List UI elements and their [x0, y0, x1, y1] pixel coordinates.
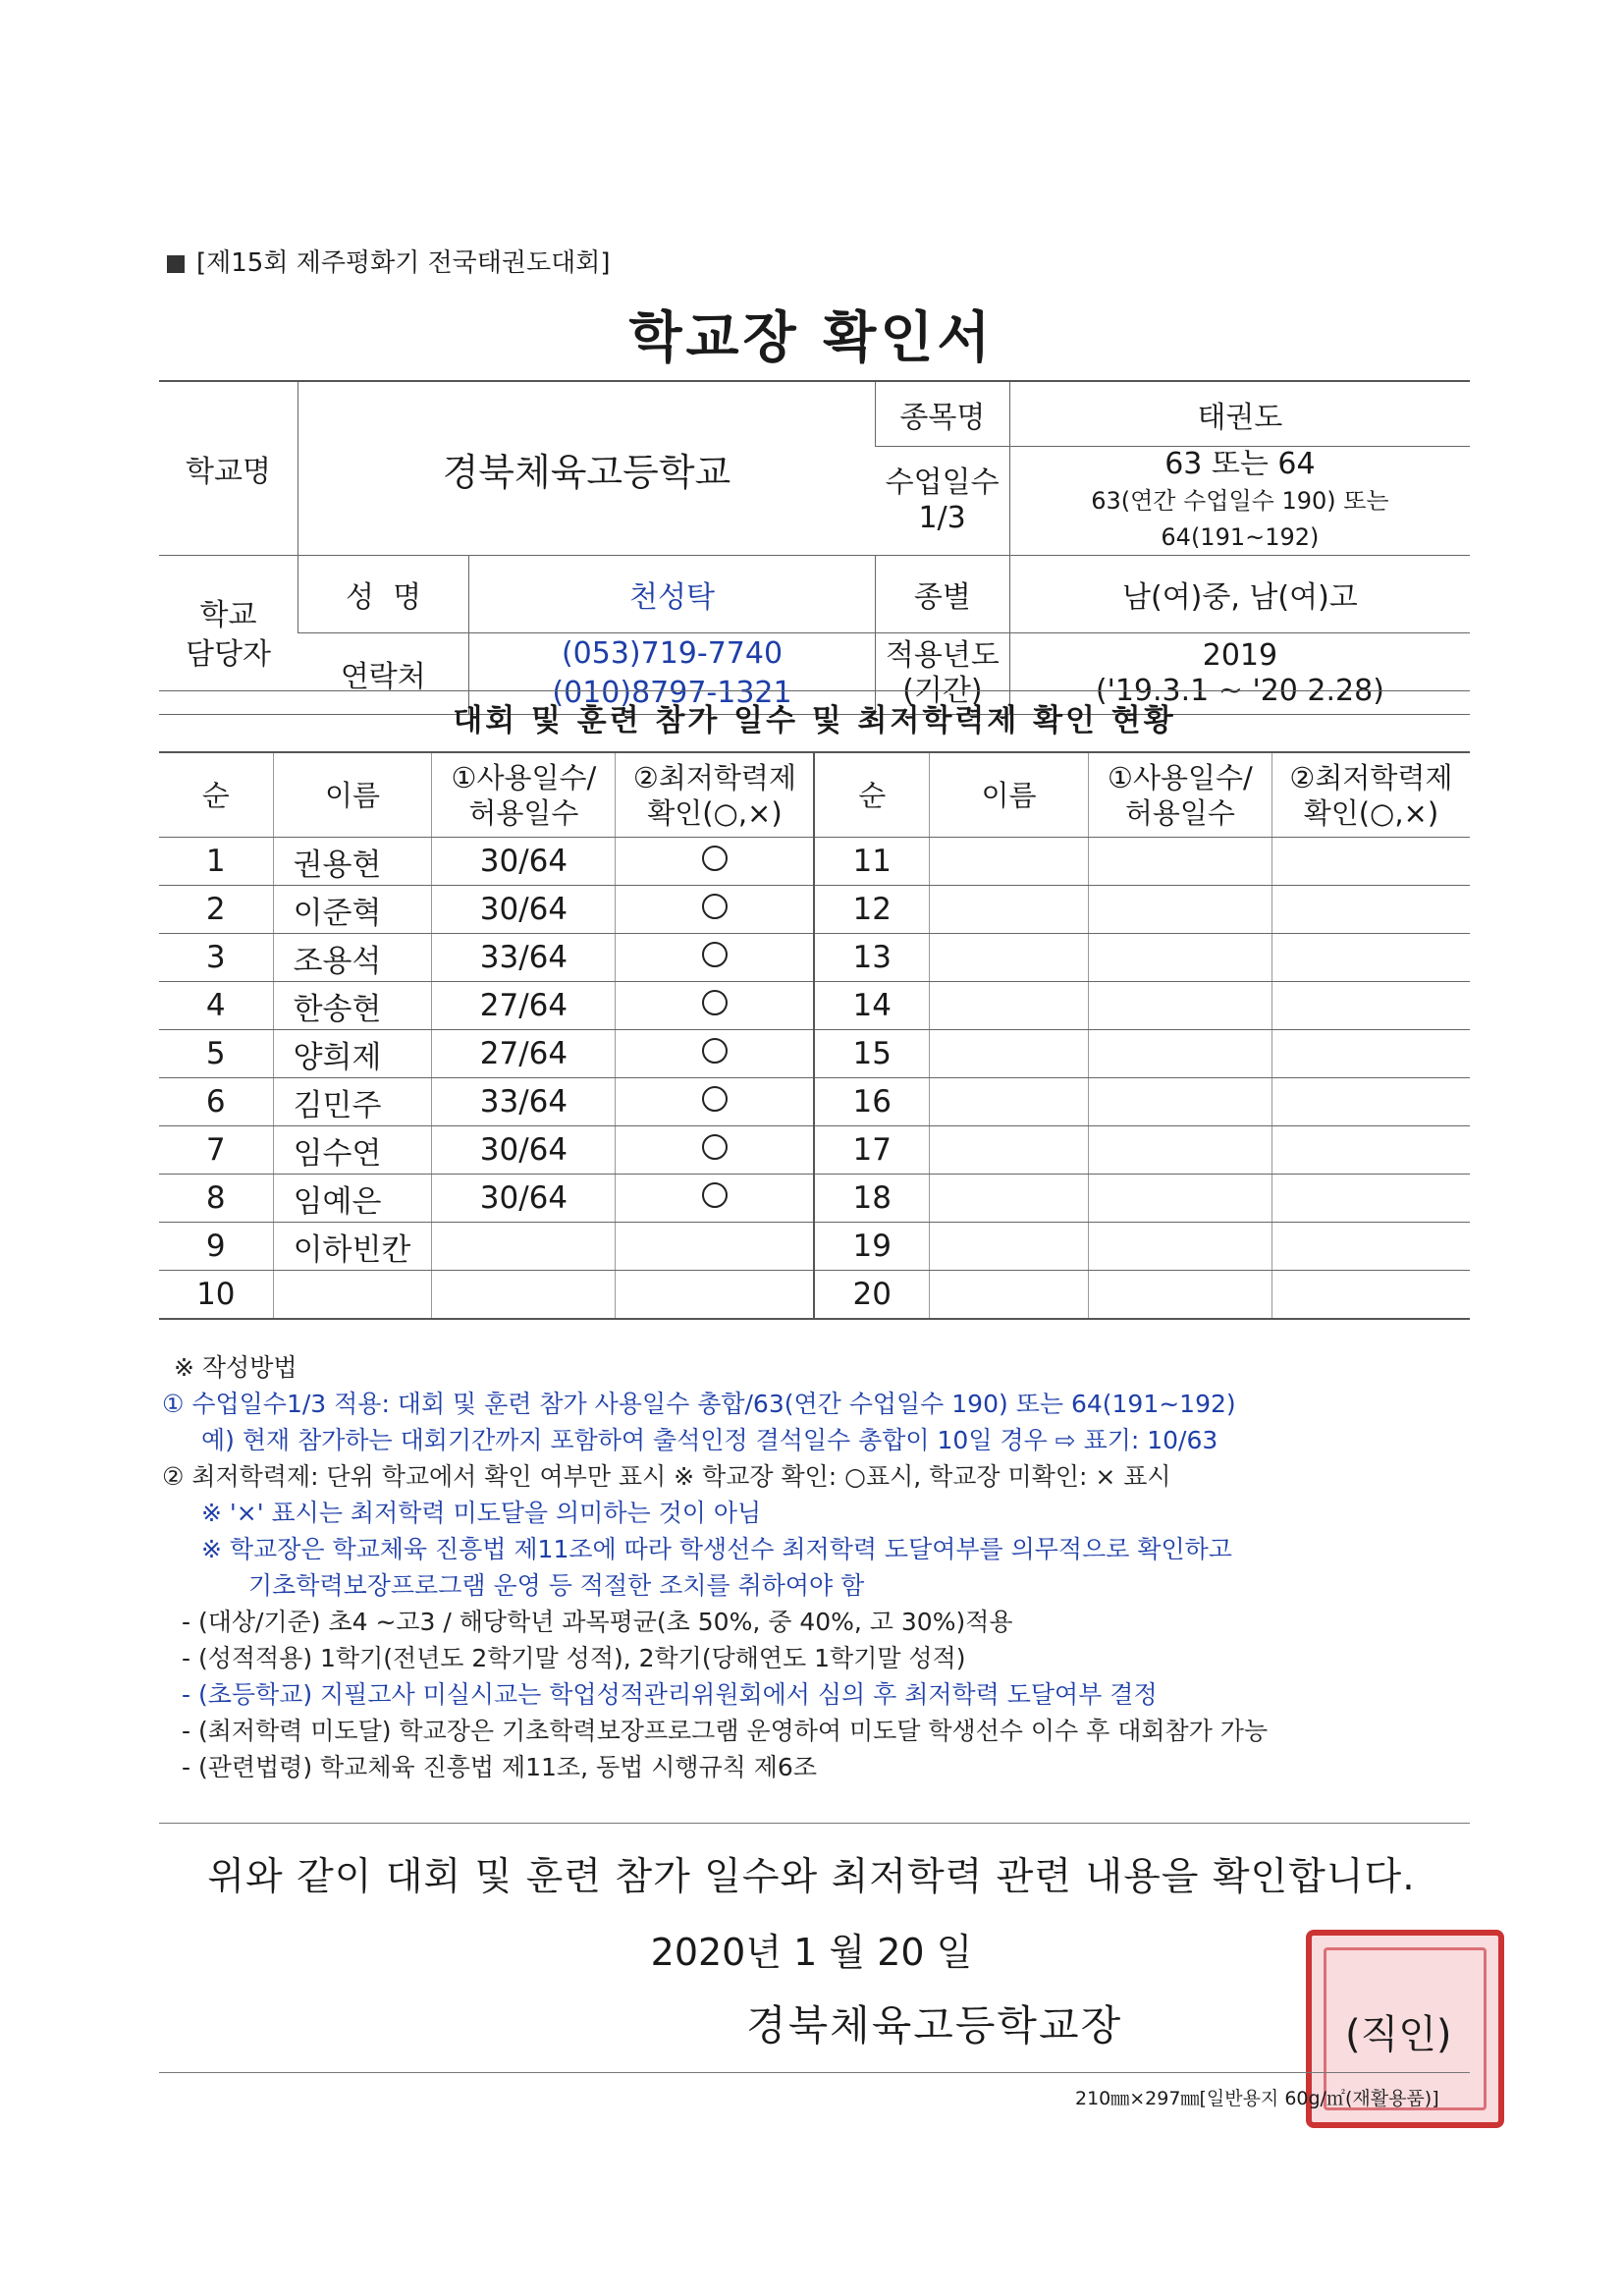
- row-no: 6: [159, 1078, 273, 1126]
- year-label-line1: 적용년도: [885, 638, 1000, 673]
- row-check: [616, 886, 815, 934]
- col-days-left: [432, 752, 616, 838]
- school-label: 학교명: [159, 381, 298, 556]
- row-no-right: 12: [814, 886, 929, 934]
- row-days: [432, 1223, 616, 1271]
- category-label: 종별: [875, 556, 1009, 633]
- year-period: ('19.3.1 ~ '20 2.28): [1095, 674, 1384, 708]
- row-no: 7: [159, 1126, 273, 1175]
- row-days-right: [1088, 982, 1271, 1030]
- note-line: - (대상/기준) 초4 ~고3 / 해당학년 과목평균(초 50%, 중 40%, 고 30%)적용: [182, 1608, 1013, 1636]
- table-row: [159, 838, 1470, 886]
- col-check-left-line2: 확인(○,×): [647, 795, 783, 830]
- phone-1: (053)719-7740: [561, 636, 784, 671]
- row-no-right: 15: [814, 1030, 929, 1078]
- seal-label: (직인): [1345, 2012, 1452, 2057]
- info-table: [159, 380, 1470, 715]
- check-circle-icon: [702, 942, 728, 967]
- note-line: 예) 현재 참가하는 대회기간까지 포함하여 출석인정 결석일수 총합이 10일 경우 ⇨ 표기: 10/63: [201, 1426, 1218, 1454]
- note-line: ※ '×' 표시는 최저학력 미도달을 의미하는 것이 아님: [201, 1499, 762, 1527]
- row-no: 5: [159, 1030, 273, 1078]
- row-days-right: [1088, 1126, 1271, 1175]
- square-bullet-icon: [167, 255, 185, 273]
- col-days-right-line1: ①사용일수/: [1107, 760, 1253, 794]
- row-name: 한송현: [273, 982, 432, 1030]
- row-days: 30/64: [432, 886, 616, 934]
- row-no: 8: [159, 1175, 273, 1223]
- row-name: 이준혁: [273, 886, 432, 934]
- row-no-right: 13: [814, 934, 929, 982]
- row-no: 4: [159, 982, 273, 1030]
- row-name-right: [930, 1271, 1089, 1320]
- row-check: [616, 1030, 815, 1078]
- row-check-right: [1271, 982, 1470, 1030]
- sport-value: 태권도: [1009, 381, 1470, 447]
- note-line: ① 수업일수1/3 적용: 대회 및 훈련 참가 사용일수 총합/63(연간 수업일수 190) 또는 64(191~192): [162, 1390, 1236, 1418]
- col-name-left: 이름: [273, 752, 432, 838]
- col-days-right-line2: 허용일수: [1124, 795, 1235, 830]
- row-name: 이하빈칸: [273, 1223, 432, 1271]
- row-days: 27/64: [432, 1030, 616, 1078]
- row-name-right: [930, 934, 1089, 982]
- col-check-left: [616, 752, 815, 838]
- divider-bottom: [159, 2072, 1470, 2073]
- note-line: 기초학력보장프로그램 운영 등 적절한 조치를 취하여야 함: [248, 1571, 865, 1600]
- note-line: - (초등학교) 지필고사 미실시교는 학업성적관리위원회에서 심의 후 최저학력 도달여부 결정: [182, 1680, 1158, 1709]
- note-line: ※ 작성방법: [174, 1353, 298, 1382]
- row-check: [616, 838, 815, 886]
- col-no-left: 순: [159, 752, 273, 838]
- notes-section: [162, 1349, 1478, 1785]
- row-check-right: [1271, 1175, 1470, 1223]
- row-days: 30/64: [432, 1126, 616, 1175]
- row-no-right: 19: [814, 1223, 929, 1271]
- table-row: [159, 886, 1470, 934]
- table-row: [159, 1175, 1470, 1223]
- days-label-line2: 1/3: [918, 501, 966, 535]
- row-no-right: 20: [814, 1271, 929, 1320]
- row-name-right: [930, 1175, 1089, 1223]
- row-days-right: [1088, 1030, 1271, 1078]
- page-title: 학교장 확인서: [628, 306, 995, 370]
- row-days: 33/64: [432, 1078, 616, 1126]
- row-check-right: [1271, 838, 1470, 886]
- row-name: 양희제: [273, 1030, 432, 1078]
- row-days: 30/64: [432, 1175, 616, 1223]
- row-name-right: [930, 1030, 1089, 1078]
- row-check-right: [1271, 1030, 1470, 1078]
- col-check-right-line1: ②최저학력제: [1289, 760, 1453, 794]
- manager-label-line2: 담당자: [186, 636, 271, 672]
- divider-top: [159, 1823, 1470, 1824]
- row-name-right: [930, 838, 1089, 886]
- days-value-note: 63(연간 수업일수 190) 또는 64(191~192): [1091, 487, 1389, 551]
- table-row: [159, 982, 1470, 1030]
- sport-label: 종목명: [875, 381, 1009, 447]
- row-no-right: 16: [814, 1078, 929, 1126]
- row-days-right: [1088, 934, 1271, 982]
- row-name: 임수연: [273, 1126, 432, 1175]
- row-days: 30/64: [432, 838, 616, 886]
- days-value-main: 63 또는 64: [1164, 447, 1316, 481]
- row-check-right: [1271, 1223, 1470, 1271]
- col-check-right-line2: 확인(○,×): [1303, 795, 1439, 830]
- row-no: 9: [159, 1223, 273, 1271]
- row-name: 김민주: [273, 1078, 432, 1126]
- note-line: - (성적적용) 1학기(전년도 2학기말 성적), 2학기(당해연도 1학기말 성적): [182, 1644, 966, 1672]
- row-check-right: [1271, 886, 1470, 934]
- row-check: [616, 1271, 815, 1320]
- manager-label-line1: 학교: [199, 597, 257, 632]
- note-line: ② 최저학력제: 단위 학교에서 확인 여부만 표시 ※ 학교장 확인: ○표시, 학교장 미확인: × 표시: [162, 1462, 1171, 1491]
- days-value: [1009, 447, 1470, 556]
- row-no: 3: [159, 934, 273, 982]
- row-check: [616, 1126, 815, 1175]
- row-check-right: [1271, 1078, 1470, 1126]
- row-name: 조용석: [273, 934, 432, 982]
- row-name: [273, 1271, 432, 1320]
- category-value: 남(여)중, 남(여)고: [1009, 556, 1470, 633]
- name-label: 성 명: [298, 556, 468, 633]
- manager-name: 천성탁: [469, 556, 876, 633]
- paper-spec: 210㎜×297㎜[일반용지 60g/㎡(재활용품)]: [1075, 2088, 1439, 2109]
- row-no-right: 17: [814, 1126, 929, 1175]
- col-days-left-line2: 허용일수: [468, 795, 579, 830]
- table-row: [159, 934, 1470, 982]
- row-days: [432, 1271, 616, 1320]
- check-circle-icon: [702, 1182, 728, 1208]
- row-days-right: [1088, 886, 1271, 934]
- check-circle-icon: [702, 1134, 728, 1160]
- table-row: [159, 1223, 1470, 1271]
- participation-grid: [159, 751, 1470, 1320]
- event-header: [167, 243, 611, 279]
- row-no-right: 11: [814, 838, 929, 886]
- days-label: [875, 447, 1009, 556]
- row-name-right: [930, 1223, 1089, 1271]
- row-check: [616, 1223, 815, 1271]
- row-name: 권용현: [273, 838, 432, 886]
- row-days-right: [1088, 1271, 1271, 1320]
- row-name-right: [930, 886, 1089, 934]
- row-name-right: [930, 982, 1089, 1030]
- row-check: [616, 982, 815, 1030]
- row-days-right: [1088, 1175, 1271, 1223]
- row-check-right: [1271, 1271, 1470, 1320]
- row-no: 2: [159, 886, 273, 934]
- principal-name: 경북체육고등학교장: [746, 2001, 1123, 2050]
- note-line: ※ 학교장은 학교체육 진흥법 제11조에 따라 학생선수 최저학력 도달여부를 의무적으로 확인하고: [201, 1535, 1232, 1563]
- phone-2: (010)8797-1321: [552, 676, 792, 710]
- year-value-main: 2019: [1202, 638, 1278, 673]
- table-row: [159, 1030, 1470, 1078]
- contact-label: 연락처: [298, 633, 468, 715]
- check-circle-icon: [702, 846, 728, 871]
- table-row: [159, 1078, 1470, 1126]
- row-days-right: [1088, 838, 1271, 886]
- days-label-line1: 수업일수: [885, 465, 1000, 500]
- col-days-right: [1088, 752, 1271, 838]
- school-name: 경북체육고등학교: [298, 381, 875, 556]
- check-circle-icon: [702, 894, 728, 919]
- col-no-right: 순: [814, 752, 929, 838]
- row-check: [616, 934, 815, 982]
- col-days-left-line1: ①사용일수/: [451, 760, 597, 794]
- row-days: 33/64: [432, 934, 616, 982]
- date-text: 2020년 1 월 20 일: [650, 1931, 973, 1974]
- check-circle-icon: [702, 990, 728, 1015]
- row-check-right: [1271, 934, 1470, 982]
- table-row: [159, 1126, 1470, 1175]
- event-name: [제15회 제주평화기 전국태권도대회]: [196, 248, 611, 278]
- year-label-line2: (기간): [902, 674, 983, 708]
- section-title: 대회 및 훈련 참가 일수 및 최저학력제 확인 현황: [159, 690, 1470, 750]
- row-check-right: [1271, 1126, 1470, 1175]
- row-check: [616, 1078, 815, 1126]
- col-name-right: 이름: [930, 752, 1089, 838]
- col-check-left-line1: ②최저학력제: [632, 760, 796, 794]
- check-circle-icon: [702, 1086, 728, 1112]
- row-no: 10: [159, 1271, 273, 1320]
- row-name: 임예은: [273, 1175, 432, 1223]
- row-name-right: [930, 1126, 1089, 1175]
- row-check: [616, 1175, 815, 1223]
- row-days-right: [1088, 1223, 1271, 1271]
- row-no: 1: [159, 838, 273, 886]
- row-days: 27/64: [432, 982, 616, 1030]
- row-no-right: 14: [814, 982, 929, 1030]
- col-check-right: [1271, 752, 1470, 838]
- row-name-right: [930, 1078, 1089, 1126]
- note-line: - (최저학력 미도달) 학교장은 기초학력보장프로그램 운영하여 미도달 학생선수 이수 후 대회참가 가능: [182, 1717, 1269, 1745]
- confirm-text: 위와 같이 대회 및 훈련 참가 일수와 최저학력 관련 내용을 확인합니다.: [207, 1855, 1416, 1899]
- row-days-right: [1088, 1078, 1271, 1126]
- row-no-right: 18: [814, 1175, 929, 1223]
- check-circle-icon: [702, 1038, 728, 1064]
- note-line: - (관련법령) 학교체육 진흥법 제11조, 동법 시행규칙 제6조: [182, 1753, 817, 1781]
- table-row: [159, 1271, 1470, 1320]
